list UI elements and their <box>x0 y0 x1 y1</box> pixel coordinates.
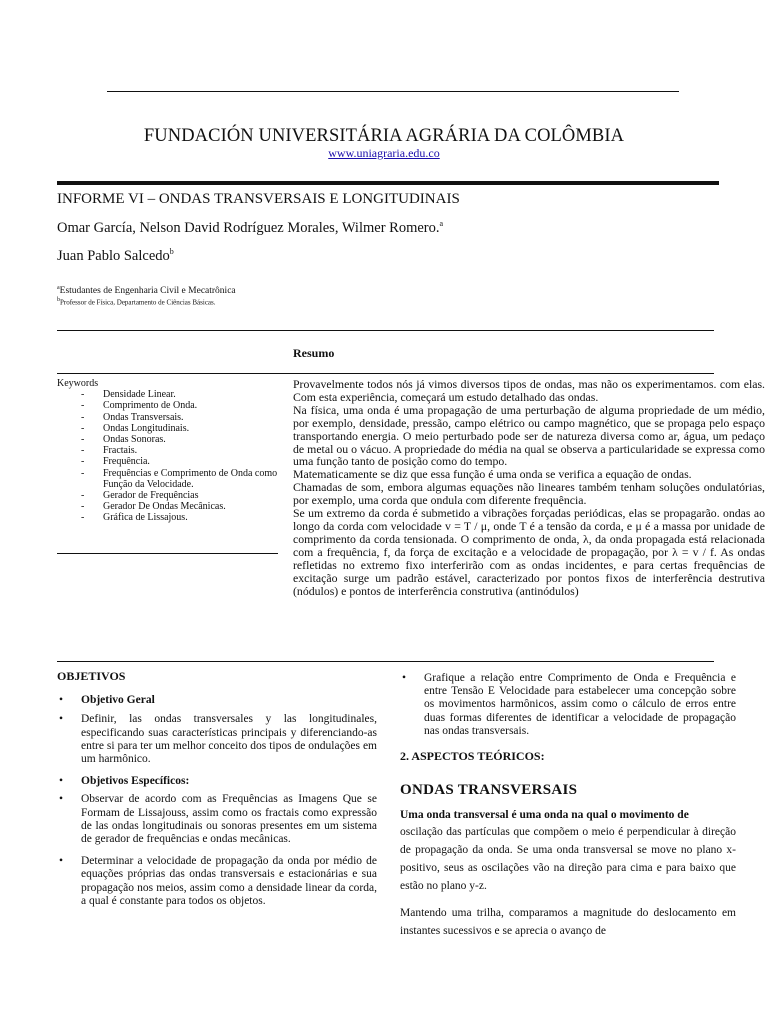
abstract-paragraph: Provavelmente todos nós já vimos diversos tipos de ondas, mas não os experimentamos. com elas. Com esta experiência, começará um estudo detalhado das ondas. <box>293 377 765 404</box>
abstract-heading: Resumo <box>293 346 335 360</box>
objective-specific-heading: • Objetivos Específicos: <box>59 775 190 788</box>
abstract-paragraph: Na física, uma onda é uma propagação de uma perturbação de alguma propriedade de um médio, por exemplo, densidade, pressão, campo elétrico ou campo magnético, que se propaga pelo espaço transportando energia. O meio perturbado pode ser de natureza diversa como ar, água, um pedaço de metal ou o vácuo. A propriedade do média na qual se observa a particularidade se expressa como uma função tanto de posição como do tempo. <box>293 402 765 469</box>
list-item: - Ondas Longitudinais. <box>57 423 282 434</box>
list-item: • Determinar a velocidade de propagação da onda por médio de equações próprias das ondas transversais e estacionárias e sua propagação nos meios, assim como a densidade linear da corda, a qual é constante para todos os objetos. <box>59 855 377 907</box>
institution-url-link[interactable]: www.uniagraria.edu.co <box>328 146 440 160</box>
affiliation-a: $^a$Estudantes de Engenharia Civil e Mecatrônica <box>57 285 236 297</box>
right-column <box>400 672 736 940</box>
list-item: - Gerador de Frequências <box>57 490 282 501</box>
list-item: - Gerador De Ondas Mecânicas. <box>57 501 282 512</box>
list-item: - Ondas Sonoras. <box>57 434 282 445</box>
abstract-top-rule <box>57 330 714 331</box>
keywords-list <box>57 389 282 523</box>
left-column <box>57 670 377 908</box>
abstract-paragraph: Chamadas de som, embora algumas equações não lineares também tenham soluções ondulatórias, por exemplo, uma corda que ondula com diferente frequência. <box>293 480 765 508</box>
list-item: • Observar de acordo com as Frequências as Imagens Que se Formam de Lissajouss, assim como os fractais como expressão de las ondas longitudinais ou sonoras presentes em um sistema de gerador de frequências e ondas mecânicas. <box>59 793 377 846</box>
objective-general-text: • Definir, las ondas transversales y las longitudinales, especificando suas características principais y diferenciando-as entre si para ter um melhor conceito dos tipos de ondulações em um harmônico. <box>59 713 377 766</box>
authors-line-1: Omar García, Nelson David Rodríguez Morales, Wilmer Romero.$^a$ <box>57 219 444 236</box>
abstract-paragraph: Se um extremo da corda é submetido a vibrações forçadas periódicas, elas se propagarão. ondas ao longo da corda com velocidade v = T / μ, onde T é a tensão da corda, e μ é a massa por unidade de comprimento da corda tensionada. O comprimento de onda, λ, da onda propagada está relacionada com a frequência, f, da força de excitação e a velocidade de propagação, por λ = v / f. As ondas refletidas no extremo fixo interferirão com as ondas incidentes, e para certas frequências de excitação surge um padrão estável, caracterizado por pontos fixos de interferência destrutiva (nódulos) e pontos de interferência construtiva (antinódulos) <box>293 506 765 598</box>
list-item: - Fractais. <box>57 445 282 456</box>
abstract-text <box>293 378 765 597</box>
abstract-paragraph: Matematicamente se diz que essa função é uma onda se verifica a equação de ondas. <box>293 467 692 482</box>
abstract-heading-rule <box>57 373 714 374</box>
abstract-bottom-rule <box>57 661 714 662</box>
report-title: INFORME VI – ONDAS TRANSVERSAIS E LONGITUDINAIS <box>57 191 460 207</box>
list-item: - Comprimento de Onda. <box>57 400 282 411</box>
objective-general-heading: • Objetivo Geral <box>59 694 155 707</box>
keywords-bottom-rule <box>57 553 278 554</box>
list-item: - Frequência. <box>57 456 282 467</box>
keywords-block <box>57 378 282 524</box>
header-top-rule <box>107 91 679 92</box>
theory-heading: 2. ASPECTOS TEÓRICOS: <box>400 749 545 764</box>
keywords-label: Keywords <box>57 378 99 389</box>
list-item: • Grafique a relação entre Comprimento de Onda e Frequência e entre Tensão E Velocidade para estabelecer uma concepção sobre os movimentos harmônicos, assim como o cálculo de erros entre duas formas diferentes de identificar a velocidade de propagação nas ondas transversais. <box>402 672 736 737</box>
list-item: - Gráfica de Lissajous. <box>57 512 282 523</box>
institution-title: FUNDACIÓN UNIVERSITÁRIA AGRÁRIA DA COLÔMBIA <box>143 126 625 146</box>
theory-paragraph-2: Mantendo uma trilha, comparamos a magnitude do deslocamento em instantes sucessivos e se aprecia o avanço de <box>400 906 736 937</box>
list-item: - Ondas Transversais. <box>57 412 282 423</box>
theory-lead-text: Uma onda transversal é uma onda na qual o movimento de <box>400 809 689 822</box>
transverse-waves-title: ONDAS TRANSVERSAIS <box>400 782 578 799</box>
objectives-heading: OBJETIVOS <box>57 669 126 683</box>
affiliation-b: $^b$Professor de Física, Departamento de Ciências Básicas. <box>57 297 216 307</box>
header-thick-rule <box>57 181 719 185</box>
list-item: - Densidade Linear. <box>57 389 282 400</box>
authors-line-2: Juan Pablo Salcedo$^b$ <box>57 247 174 264</box>
list-item: - Frequências e Comprimento de Onda como Função da Velocidade. <box>57 468 282 490</box>
theory-paragraph-1: oscilação das partículas que compõem o meio é perpendicular à direção de propagação da onda. Se uma onda transversal se move no plano x-positivo, seus as oscilações vão na direção para cima e para baixo que estão no plano y-z. <box>400 826 736 892</box>
